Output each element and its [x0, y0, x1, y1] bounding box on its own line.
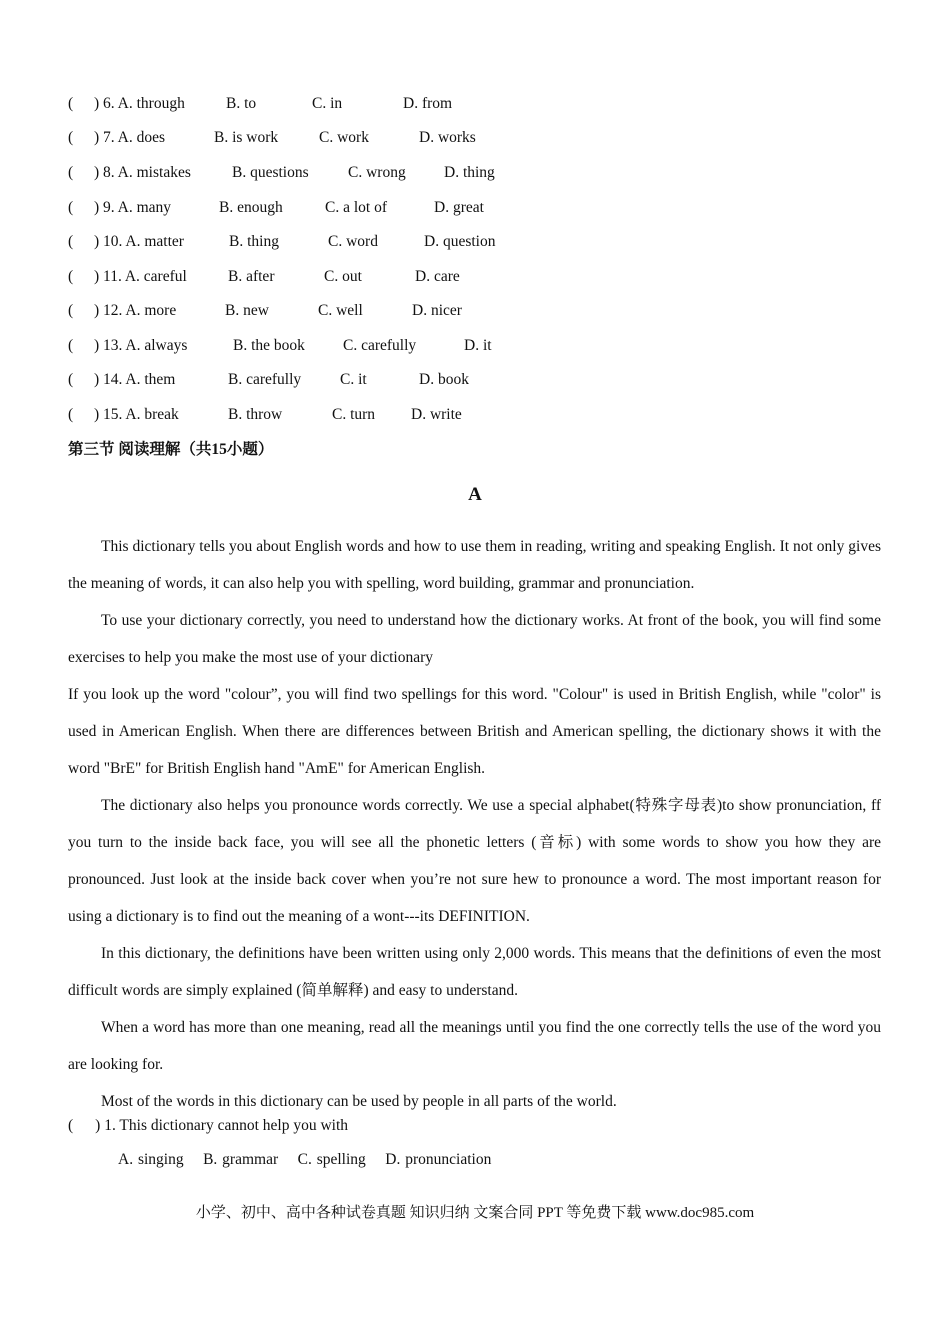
question-options: A. singing B. grammar C. spelling D. pronunciation	[118, 1151, 492, 1168]
question-option-c: C. in	[312, 95, 343, 112]
question-option-b: B. new	[225, 302, 269, 319]
question-option-a: ) 15. A. break	[94, 406, 179, 423]
question-option-b: B. after	[228, 268, 275, 285]
passage-paragraph: To use your dictionary correctly, you need to understand how the dictionary works. At front of the book, you will find some exercises to help you make the most use of your dictionary	[68, 612, 881, 666]
question-option-a: ) 9. A. many	[94, 199, 172, 216]
question-option-d: D. from	[403, 95, 453, 112]
question-option-a: ) 12. A. more	[94, 302, 177, 319]
question-option-b: B. enough	[219, 199, 283, 216]
question-option-d: D. care	[415, 268, 460, 285]
answer-paren: (	[68, 302, 74, 319]
passage-paragraph: In this dictionary, the definitions have been written using only 2,000 words. This means that the definitions of even the most difficult words are simply explained (简单解释) and easy to understand.	[68, 945, 881, 999]
question-option-d: D. book	[419, 371, 469, 388]
passage-paragraph: If you look up the word "colour”, you will find two spellings for this word. "Colour" is used in British English, while "color" is used in American English. When there are differences between British and American spelling, the dictionary shows it with the word "BrE" for British English hand "AmE" for American English.	[68, 686, 881, 777]
question-option-a: ) 6. A. through	[94, 95, 185, 112]
passage-paragraph: Most of the words in this dictionary can be used by people in all parts of the world.	[101, 1093, 617, 1110]
question-option-a: ) 13. A. always	[94, 337, 188, 354]
question-option-a: ) 10. A. matter	[94, 233, 184, 250]
reading-question	[68, 1114, 348, 1138]
answer-paren: (	[68, 406, 74, 423]
question-option-c: C. a lot of	[325, 199, 387, 216]
answer-paren: (	[68, 371, 74, 388]
question-option-c: C. work	[319, 129, 369, 146]
answer-paren: (	[68, 337, 74, 354]
page-footer: 小学、初中、高中各种试卷真题 知识归纳 文案合同 PPT 等免费下载 www.doc985.com	[195, 1205, 755, 1221]
question-option-b: B. carefully	[228, 371, 302, 388]
answer-paren: (	[68, 1117, 74, 1134]
question-option-b: B. to	[226, 95, 257, 112]
question-option-c: C. turn	[332, 406, 376, 423]
question-option-c: C. it	[340, 371, 367, 388]
question-option-c: C. word	[328, 233, 378, 250]
passage-paragraph: This dictionary tells you about English words and how to use them in reading, writing and speaking English. It not only gives the meaning of words, it can also help you with spelling, word building, grammar and pronunciation.	[68, 538, 881, 592]
answer-paren: (	[68, 199, 74, 216]
passage-title: A	[468, 484, 482, 505]
reading-passage	[68, 528, 881, 1120]
question-option-d: D. great	[434, 199, 484, 216]
question-option-a: ) 8. A. mistakes	[94, 164, 191, 181]
question-option-b: B. thing	[229, 233, 279, 250]
answer-paren: (	[68, 233, 74, 250]
question-option-c: C. wrong	[348, 164, 406, 181]
section-heading: 第三节 阅读理解（共15小题）	[68, 441, 274, 458]
answer-paren: (	[68, 268, 74, 285]
question-option-b: B. questions	[232, 164, 309, 181]
question-option-b: B. is work	[214, 129, 279, 146]
question-option-c: C. well	[318, 302, 363, 319]
question-option-a: ) 7. A. does	[94, 129, 166, 146]
question-option-d: D. thing	[444, 164, 495, 181]
question-option-a: ) 11. A. careful	[94, 268, 187, 285]
answer-paren: (	[68, 95, 74, 112]
answer-paren: (	[68, 164, 74, 181]
question-option-c: C. out	[324, 268, 362, 285]
question-option-d: D. works	[419, 129, 476, 146]
answer-paren: (	[68, 129, 74, 146]
passage-paragraph: When a word has more than one meaning, read all the meanings until you find the one correctly tells the use of the word you are looking for.	[68, 1019, 881, 1073]
question-option-d: D. question	[424, 233, 496, 250]
question-stem: ) 1. This dictionary cannot help you with	[95, 1117, 349, 1134]
question-option-c: C. carefully	[343, 337, 417, 354]
question-option-b: B. throw	[228, 406, 283, 423]
question-option-d: D. write	[411, 406, 462, 423]
question-option-b: B. the book	[233, 337, 305, 354]
passage-paragraph: The dictionary also helps you pronounce words correctly. We use a special alphabet(特殊字母表)to show pronunciation, ff you turn to the inside back face, you will see all the phonetic letters (音标) with some words to show you how they are pronounced. Just look at the inside back cover when you’re not sure hew to pronounce a word. The most important reason for using a dictionary is to find out the meaning of a wont---its DEFINITION.	[68, 797, 881, 925]
question-option-d: D. it	[464, 337, 492, 354]
question-option-a: ) 14. A. them	[94, 371, 176, 388]
question-option-d: D. nicer	[412, 302, 462, 319]
